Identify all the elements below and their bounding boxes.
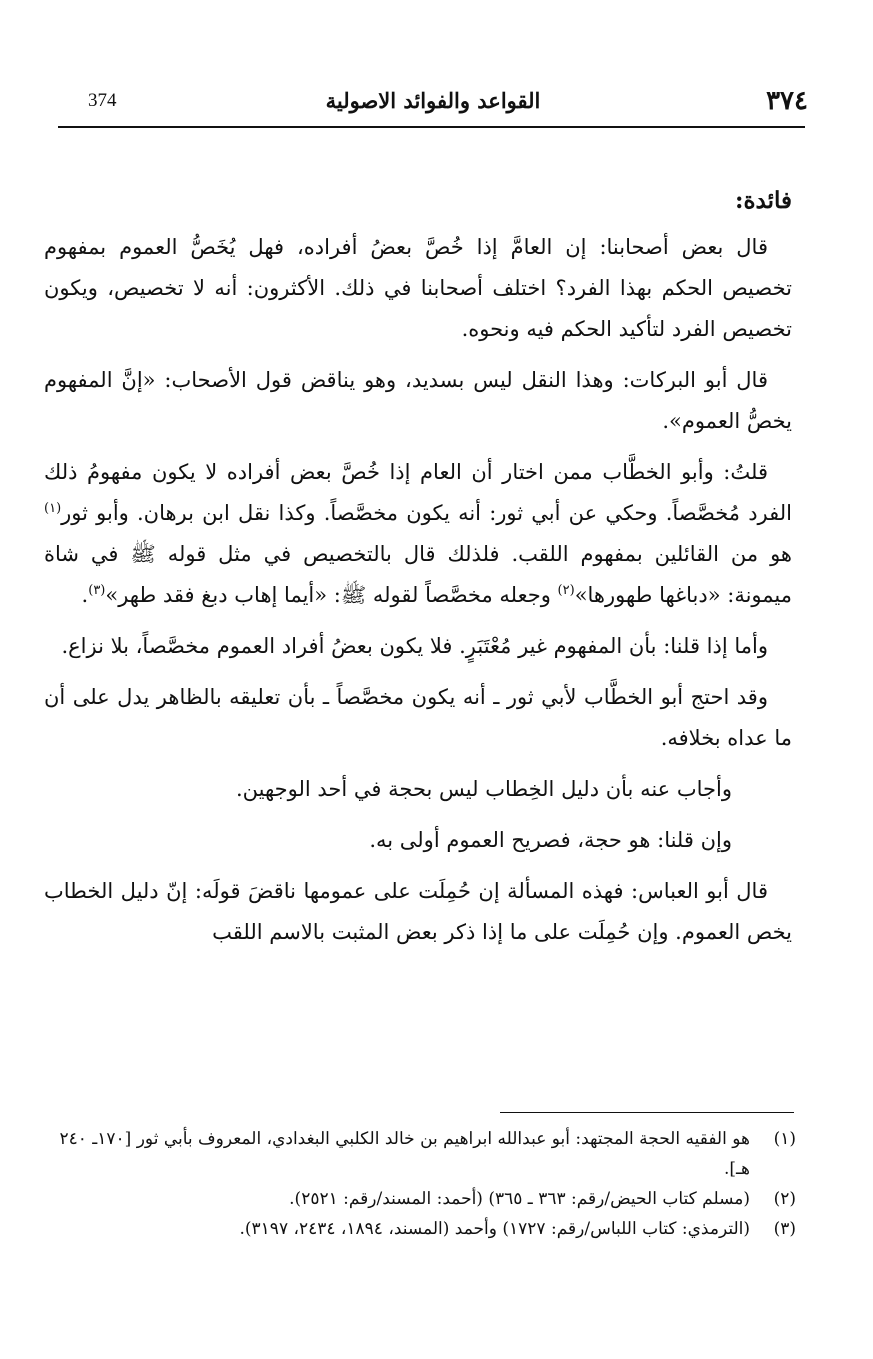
footnote-number: (٢) [773,1189,796,1209]
paragraph-3-part-4: . [81,583,89,607]
footnote-number: (١) [773,1129,796,1149]
page-header [58,86,808,120]
paragraph-8: قال أبو العباس: فهذه المسألة إن حُمِلَت على عمومها ناقضَ قولَه: إنّ دليل الخطاب يخص العموم. وإن حُمِلَت على ما إذا ذكر بعض المثبت بالاسم اللقب [44,879,792,944]
footnote-ref-1: (١) [44,501,62,516]
footnote-text: (مسلم كتاب الحيض/رقم: ٣٦٣ ـ ٣٦٥) (أحمد: المسند/رقم: ٢٥٢١). [289,1189,750,1209]
footnotes [44,1124,796,1244]
footnote-1 [44,1124,796,1184]
paragraph-4: وأما إذا قلنا: بأن المفهوم غير مُعْتَبَرٍ. فلا يكون بعضُ أفراد العموم مخصَّصاً، بلا نزاع. [61,634,768,658]
footnote-2 [44,1184,796,1214]
header-rule [58,126,805,128]
paragraph-3-part-1: قلتُ: وأبو الخطَّاب ممن اختار أن العام إذا خُصَّ بعض أفراده لا يكون مفهومُ ذلك الفرد مُخصَّصاً. وحكي عن أبي ثور: أنه يكون مخصَّصاً. وكذا نقل ابن برهان. وأبو ثور [44,460,792,525]
footnote-rule [500,1112,794,1113]
footnote-3 [44,1214,796,1244]
page-number-arabic: ٣٧٤ [766,86,808,116]
paragraph-5: وقد احتج أبو الخطَّاب لأبي ثور ـ أنه يكون مخصَّصاً ـ بأن تعليقه بالظاهر يدل على أن ما عداه بخلافه. [44,685,792,750]
paragraph-7: وإن قلنا: هو حجة، فصريح العموم أولى به. [369,828,732,852]
footnote-ref-2: (٢) [557,583,575,598]
paragraph-1: قال بعض أصحابنا: إن العامَّ إذا خُصَّ بعضُ أفراده، فهل يُخَصُّ العموم بمفهوم تخصيص الحكم بهذا الفرد؟ اختلف أصحابنا في ذلك. الأكثرون: أنه لا تخصيص، ويكون تخصيص الفرد لتأكيد الحكم فيه ونحوه. [44,235,792,341]
paragraph-3-part-3: وجعله مخصَّصاً لقوله ﷺ: «أيما إهاب دبغ فقد طهر» [105,583,558,607]
section-heading: فائدة: [734,187,792,214]
footnote-ref-3: (٣) [88,583,106,598]
paragraph-3-part-2: هو من القائلين بمفهوم اللقب. فلذلك قال بالتخصيص في مثل قوله ﷺ في شاة ميمونة: «دباغها طهورها» [44,542,792,607]
footnote-text: هو الفقيه الحجة المجتهد: أبو عبدالله ابراهيم بن خالد الكلبي البغدادي، المعروف بأبي ثور [١٧٠ـ ٢٤٠ هـ]. [59,1129,750,1179]
running-title: القواعد والفوائد الاصولية [325,88,541,113]
paragraph-2: قال أبو البركات: وهذا النقل ليس بسديد، وهو يناقض قول الأصحاب: «إنَّ المفهوم يخصُّ العموم». [44,368,792,433]
page-number-latin: 374 [88,90,117,111]
main-text [44,180,792,963]
footnote-number: (٣) [773,1219,796,1239]
paragraph-6: وأجاب عنه بأن دليل الخِطاب ليس بحجة في أحد الوجهين. [235,777,732,801]
paragraph-3 [44,452,792,616]
footnote-text: (الترمذي: كتاب اللباس/رقم: ١٧٢٧) وأحمد (المسند، ١٨٩٤، ٢٤٣٤، ٣١٩٧). [239,1219,750,1239]
